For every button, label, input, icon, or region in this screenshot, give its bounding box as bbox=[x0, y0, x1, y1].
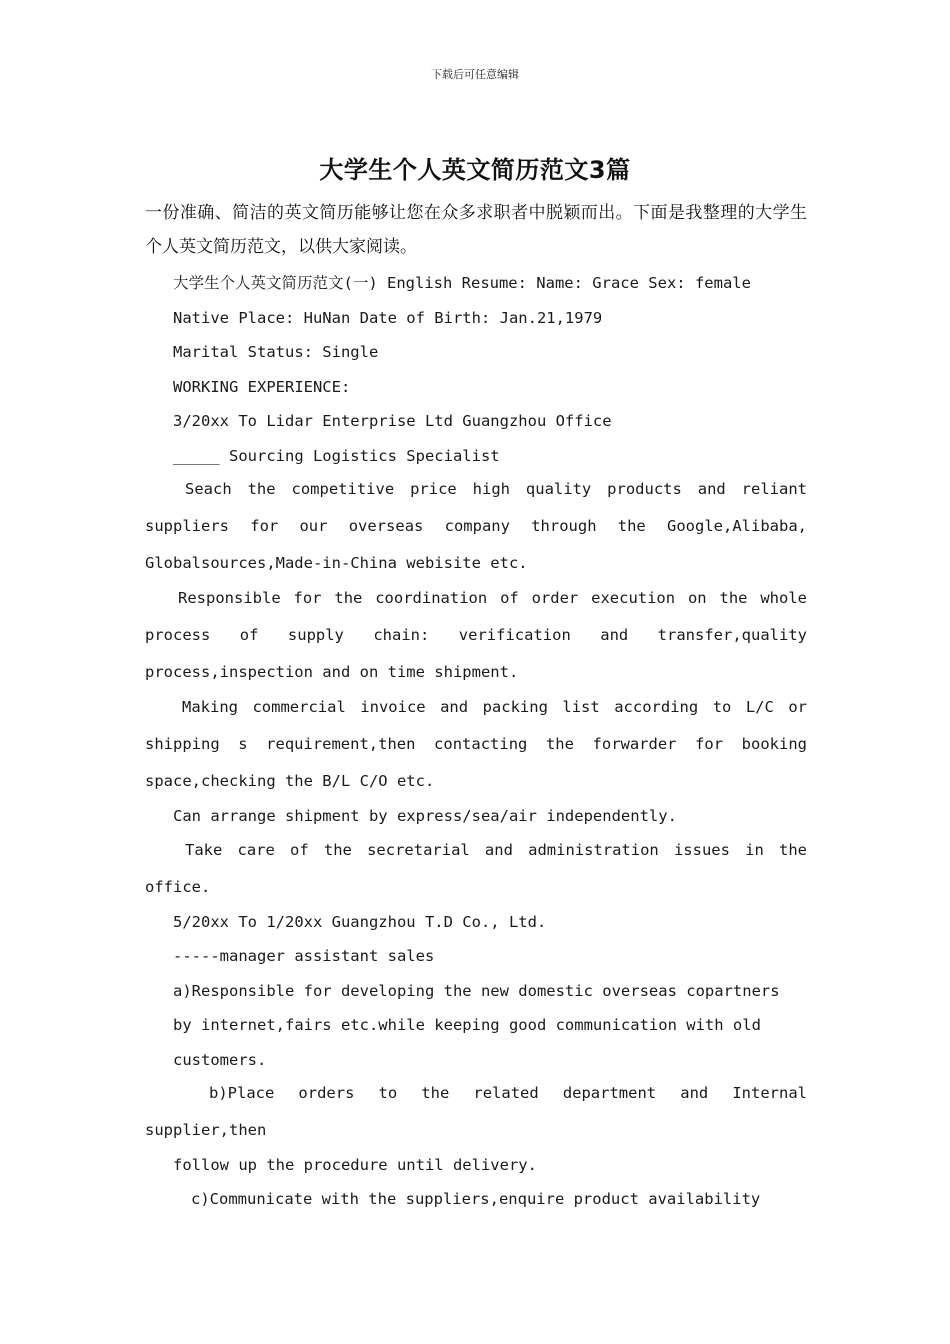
intro-paragraph: 一份准确、简洁的英文简历能够让您在众多求职者中脱颖而出。下面是我整理的大学生个人英文简历范文，以供大家阅读。 bbox=[145, 203, 807, 257]
job2-duty-b: b)Place orders to the related department and Internal supplier,then bbox=[145, 1084, 807, 1139]
document-title: 大学生个人英文简历范文3篇 bbox=[319, 156, 631, 184]
job2-period: 5/20xx To 1/20xx Guangzhou T.D Co., Ltd. bbox=[173, 912, 547, 931]
job2-duty-a-line1: a)Responsible for developing the new domestic overseas copartners bbox=[173, 981, 780, 1000]
resume-heading-line: 大学生个人英文简历范文(一) English Resume: Name: Grace Sex: female bbox=[173, 274, 751, 292]
job1-duty-sourcing: Seach the competitive price high quality products and reliant suppliers for our overseas company through the Google,Alibaba, Globalsources,Made-in-China webisite etc. bbox=[145, 480, 807, 572]
job1-duty-invoicing: Making commercial invoice and packing list according to L/C or shipping s requirement,then contacting the forwarder for booking space,checking the B/L C/O etc. bbox=[145, 698, 807, 790]
native-place-line: Native Place: HuNan Date of Birth: Jan.21,1979 bbox=[173, 308, 603, 327]
resume-body bbox=[145, 266, 807, 1217]
job1-duty-shipment: Can arrange shipment by express/sea/air independently. bbox=[173, 807, 677, 825]
marital-status-line: Marital Status: Single bbox=[173, 343, 379, 361]
job1-duty-secretarial: Take care of the secretarial and administration issues in the office. bbox=[145, 840, 807, 896]
job1-title: _____ Sourcing Logistics Specialist bbox=[173, 446, 500, 465]
job2-duty-c: c)Communicate with the suppliers,enquire product availability bbox=[191, 1189, 761, 1208]
job2-duty-a-line2: by internet,fairs etc.while keeping good communication with old bbox=[173, 1016, 761, 1034]
job2-duty-b-continued: follow up the procedure until delivery. bbox=[173, 1156, 537, 1174]
working-experience-heading: WORKING EXPERIENCE: bbox=[173, 377, 351, 396]
header-note: 下载后可任意编辑 bbox=[431, 68, 519, 81]
job1-period: 3/20xx To Lidar Enterprise Ltd Guangzhou Office bbox=[173, 412, 612, 430]
job2-duty-a-line3: customers. bbox=[173, 1050, 267, 1069]
job1-duty-coordination: Responsible for the coordination of order execution on the whole process of supply chain: verification and transfer,quality process,inspection and on time shipment. bbox=[145, 589, 807, 681]
job2-title: -----manager assistant sales bbox=[173, 947, 435, 965]
